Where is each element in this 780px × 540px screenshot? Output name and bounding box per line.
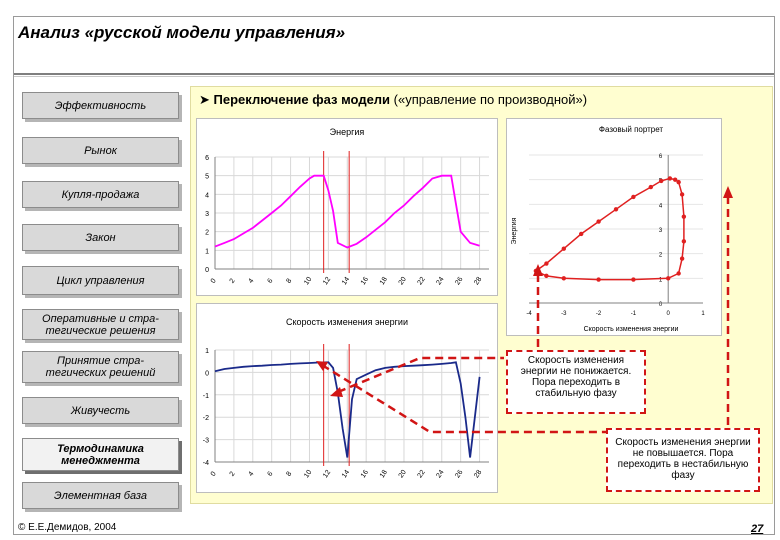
callout-stable-phase [506,350,646,414]
menu-item-label: Оперативные и стра- тегические решения [42,312,159,337]
phase-point [614,207,618,211]
derivative-x-tick: 14 [340,468,352,480]
callout-unstable-phase [606,428,760,492]
derivative-x-tick: 12 [322,468,333,480]
phase-point [680,256,684,260]
phase-chart-title: Фазовый портрет [598,125,664,134]
phase-point [666,276,670,280]
energy-x-tick: 16 [359,275,371,287]
phase-y-tick: 4 [658,203,663,210]
energy-chart [197,119,499,297]
title-divider-shadow [14,76,774,77]
energy-y-tick: 2 [205,229,209,237]
page-number: 27 [751,523,764,535]
menu-item-label: Элементная база [54,489,147,502]
energy-x-tick: 28 [473,275,484,287]
energy-x-tick: 6 [266,277,275,285]
derivative-x-tick: 20 [397,468,408,480]
menu-item-label: Купля-продажа [61,188,140,201]
phase-point [631,195,635,199]
derivative-y-tick: 0 [205,370,209,378]
phase-point [562,276,566,280]
menu-item-label: Живучесть [70,404,131,417]
menu-item-element-base[interactable] [22,482,179,509]
menu-item-efficiency[interactable] [22,92,179,119]
energy-y-tick: 1 [205,248,209,256]
menu-item-management-cycle[interactable] [22,266,179,295]
phase-chart [507,119,723,337]
menu-item-label: Термодинамика менеджмента [57,442,144,467]
energy-y-tick: 6 [205,155,209,162]
phase-x-tick: -4 [526,311,532,317]
energy-y-tick: 3 [205,211,209,218]
derivative-x-tick: 26 [454,468,465,480]
phase-point [631,277,635,281]
phase-point [534,269,538,273]
menu-item-label: Рынок [84,144,117,157]
phase-y-tick: 6 [658,154,663,160]
phase-point [596,277,600,281]
menu-item-survivability[interactable] [22,397,179,424]
phase-point [680,192,684,196]
phase-point [682,239,686,243]
phase-point [579,232,583,236]
menu-item-purchase-sale[interactable] [22,181,179,208]
phase-y-tick: 1 [658,277,663,284]
phase-x-tick: 1 [701,311,705,317]
derivative-y-tick: -3 [202,437,209,445]
derivative-chart [197,304,499,494]
phase-point [544,274,548,278]
derivative-x-tick: 16 [359,468,371,480]
heading-bold: Переключение фаз модели [213,92,391,107]
energy-x-tick: 14 [340,275,352,287]
derivative-x-tick: 4 [247,470,256,478]
derivative-x-tick: 2 [228,470,237,478]
phase-point [596,219,600,223]
energy-x-tick: 8 [285,277,294,285]
phase-point [649,185,653,189]
title-divider [14,73,774,75]
energy-x-tick: 18 [378,275,389,287]
phase-chart-xlabel: Скорость изменения энергии [583,326,679,333]
menu-item-label: Закон [85,231,116,244]
energy-y-tick: 0 [205,267,209,274]
phase-point [682,214,686,218]
menu-item-label: Принятие стра- тегических решений [45,355,156,379]
menu-item-strategic-decisions[interactable] [22,351,179,383]
energy-x-tick: 0 [209,277,218,285]
energy-x-tick: 20 [397,275,408,287]
energy-x-tick: 10 [303,275,314,287]
heading-rest: («управление по производной») [390,92,588,107]
energy-y-tick: 5 [205,173,209,181]
derivative-y-tick: 1 [205,348,209,355]
energy-y-tick: 4 [205,192,209,200]
phase-chart-panel [506,118,722,336]
phase-y-tick: 3 [658,228,663,234]
derivative-y-tick: -1 [202,392,209,400]
phase-y-tick: 0 [658,302,663,308]
phase-x-tick: -3 [561,311,567,317]
derivative-chart-panel [196,303,498,493]
content-heading [199,92,587,108]
energy-x-tick: 12 [322,275,333,287]
energy-x-tick: 2 [228,277,237,285]
callout-stable-text: Скорость изменения энергии не понижается. Пора переходить в стабильную фазу [520,355,632,399]
energy-x-tick: 26 [454,275,465,287]
derivative-y-tick: -2 [202,415,209,423]
phase-point [673,177,677,181]
menu-item-law[interactable] [22,224,179,251]
derivative-chart-title: Скорость изменения энергии [286,317,408,327]
menu-item-label: Эффективность [54,99,147,112]
phase-point [562,247,566,251]
phase-x-tick: -2 [595,311,602,317]
phase-x-tick: -1 [630,311,637,317]
energy-x-tick: 24 [435,275,446,287]
derivative-x-tick: 18 [378,468,389,480]
menu-item-operative-strategic[interactable] [22,309,179,340]
energy-x-tick: 22 [416,275,427,287]
phase-point [544,261,548,265]
menu-item-thermodynamics[interactable] [22,438,179,471]
callout-unstable-text: Скорость изменения энергии не повышается. Пора переходить в нестабильную фазу [615,437,751,481]
phase-y-tick: 2 [658,252,663,259]
bullet-arrow-icon: ➤ [199,92,210,107]
derivative-x-tick: 0 [209,470,218,478]
phase-point [668,176,672,180]
copyright: © Е.Е.Демидов, 2004 [18,522,117,533]
phase-point [676,271,680,275]
derivative-x-tick: 24 [435,468,446,480]
derivative-x-tick: 10 [303,468,314,480]
energy-chart-title: Энергия [329,127,365,137]
menu-item-market[interactable] [22,137,179,164]
derivative-x-tick: 6 [266,470,275,478]
slide-title: Анализ «русской модели управления» [18,23,346,42]
derivative-x-tick: 8 [285,470,294,478]
phase-point [659,179,663,183]
phase-x-tick: 0 [666,311,670,317]
menu-item-label: Цикл управления [56,274,145,287]
energy-x-tick: 4 [247,277,256,285]
phase-chart-ylabel: Энергия [511,217,518,245]
derivative-y-tick: -4 [202,460,209,467]
derivative-x-tick: 22 [416,468,427,480]
derivative-x-tick: 28 [473,468,484,480]
energy-chart-panel [196,118,498,296]
